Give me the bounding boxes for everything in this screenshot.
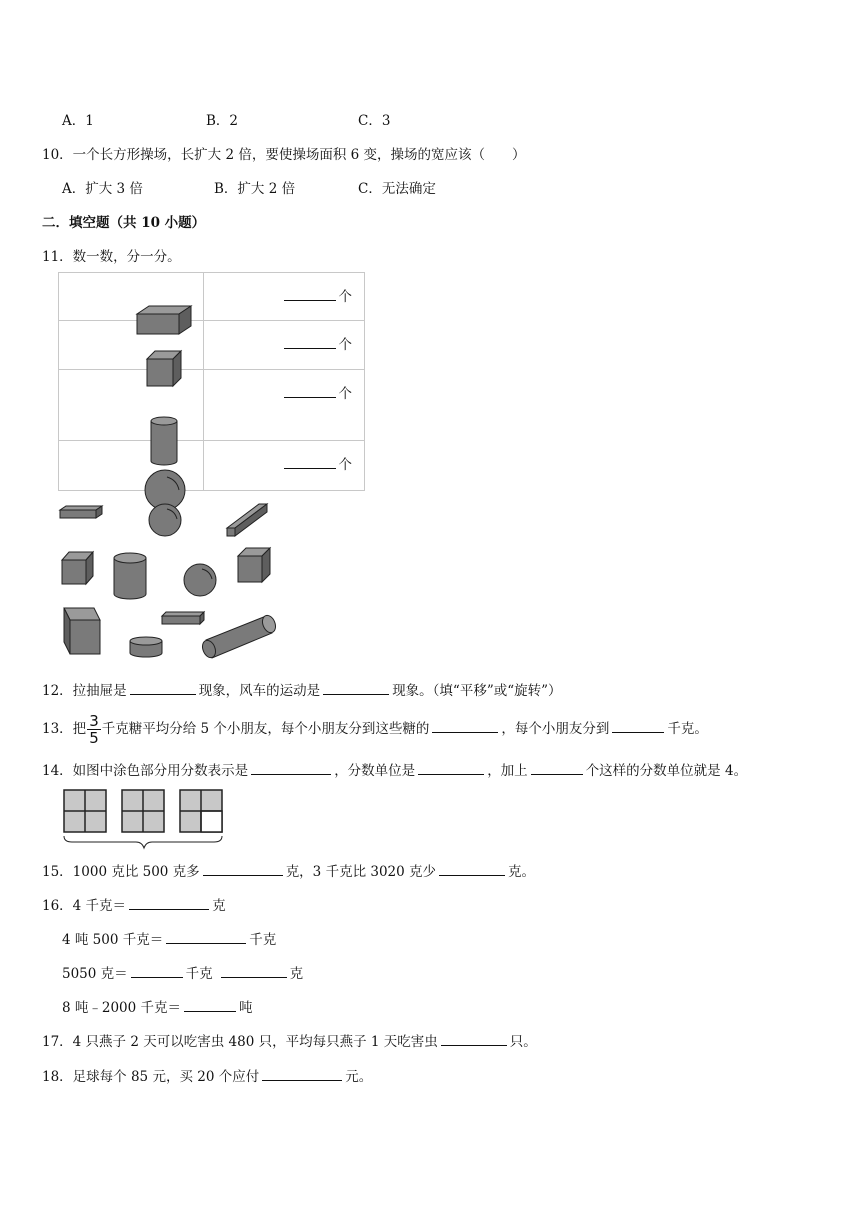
answer-blank[interactable]	[432, 719, 498, 733]
answer-blank[interactable]	[441, 1032, 507, 1046]
square-full	[64, 790, 106, 832]
cube-icon	[62, 552, 93, 584]
question-text: 个这样的分数单位就是 4。	[585, 763, 748, 779]
answer-blank[interactable]	[130, 681, 196, 695]
question-text: 18．足球每个 85 元，买 20 个应付	[42, 1069, 260, 1085]
option-a[interactable]: A．扩大 3 倍	[62, 181, 143, 197]
question-text: 17．4 只燕子 2 天可以吃害虫 480 只，平均每只燕子 1 天吃害虫	[42, 1034, 438, 1050]
answer-cell[interactable]	[204, 273, 365, 321]
question-15	[42, 862, 535, 881]
option-b[interactable]: B．扩大 2 倍	[214, 181, 296, 197]
cuboid-cell	[59, 273, 204, 321]
section-title: 二．填空题（共 10 小题）	[42, 215, 206, 231]
question-text: 16．4 千克＝	[42, 898, 127, 914]
cuboid-icon	[227, 504, 267, 536]
table-row	[59, 273, 365, 321]
question-text: 8 吨﹣2000 千克＝	[62, 1000, 182, 1016]
cuboid-icon	[64, 608, 100, 654]
option-c[interactable]: C．无法确定	[358, 181, 436, 197]
table-row	[59, 441, 365, 491]
cuboid-icon	[162, 612, 204, 624]
question-13	[42, 712, 708, 746]
question-text: 15．1000 克比 500 克多	[42, 864, 200, 880]
fraction-squares-picture	[60, 788, 230, 854]
question-text: 4 吨 500 千克＝	[62, 932, 164, 948]
question-text: 14．如图中涂色部分用分数表示是	[42, 763, 249, 779]
question-text: 千克	[249, 932, 277, 948]
option-a[interactable]: A．1	[62, 113, 94, 129]
option-c[interactable]: C．3	[358, 113, 391, 129]
cube-icon	[238, 548, 270, 582]
question-14	[42, 761, 747, 780]
answer-blank[interactable]	[284, 455, 336, 469]
cylinder-icon	[200, 613, 278, 659]
question-18	[42, 1067, 372, 1086]
cylinder-cell	[59, 370, 204, 441]
answer-blank[interactable]	[439, 862, 505, 876]
fraction	[87, 713, 101, 746]
answer-blank[interactable]	[323, 681, 389, 695]
answer-blank[interactable]	[184, 998, 236, 1012]
answer-blank[interactable]	[531, 761, 583, 775]
answer-cell[interactable]	[204, 441, 365, 491]
table-row	[59, 370, 365, 441]
cube-cell	[59, 321, 204, 370]
question-text: 克，3 千克比 3020 克少	[285, 864, 437, 880]
answer-blank[interactable]	[251, 761, 331, 775]
question-12	[42, 681, 562, 700]
answer-blank[interactable]	[612, 719, 664, 733]
question-text: ，加上	[487, 763, 528, 779]
sphere-icon	[184, 564, 216, 596]
answer-blank[interactable]	[129, 896, 209, 910]
question-text: 克	[289, 966, 304, 982]
numerator: 3	[89, 712, 99, 730]
question-text: 只。	[509, 1034, 537, 1050]
answer-blank[interactable]	[166, 930, 246, 944]
denominator: 5	[89, 729, 99, 747]
question-16-line	[62, 930, 276, 949]
question-16-line	[62, 998, 253, 1017]
answer-blank[interactable]	[418, 761, 484, 775]
question-16-line	[62, 964, 303, 983]
solids-picture	[56, 498, 296, 668]
square-partial	[180, 790, 222, 832]
question-text: 千克。	[667, 721, 708, 737]
answer-cell[interactable]	[204, 321, 365, 370]
sphere-cell	[59, 441, 204, 491]
cylinder-icon	[130, 637, 162, 657]
question-text: 克。	[508, 864, 536, 880]
unit-label: 个	[338, 386, 352, 402]
sphere-icon	[149, 504, 181, 536]
question-text: 现象。（填“平移”或“旋转”）	[392, 683, 562, 699]
answer-blank[interactable]	[262, 1067, 342, 1081]
answer-blank[interactable]	[131, 964, 183, 978]
answer-blank[interactable]	[221, 964, 287, 978]
question-text: 千克糖平均分给 5 个小朋友，每个小朋友分到这些糖的	[101, 721, 430, 737]
question-16	[42, 896, 226, 915]
answer-blank[interactable]	[284, 287, 336, 301]
cylinder-icon	[114, 553, 146, 599]
question-17	[42, 1032, 537, 1051]
question-text: 12．拉抽屉是	[42, 683, 127, 699]
question-text: 元。	[345, 1069, 373, 1085]
question-text: ，分数单位是	[334, 763, 416, 779]
answer-cell[interactable]	[204, 370, 365, 441]
answer-blank[interactable]	[284, 335, 336, 349]
question-10: 10．一个长方形操场，长扩大 2 倍，要使操场面积 6 变，操场的宽应该（ ）	[42, 147, 526, 163]
unit-label: 个	[338, 457, 352, 473]
table-row	[59, 321, 365, 370]
cuboid-icon	[60, 506, 102, 518]
question-text: 克	[212, 898, 226, 914]
question-text: 现象，风车的运动是	[198, 683, 321, 699]
question-text: 13．把	[42, 721, 87, 737]
brace-icon	[64, 836, 222, 848]
question-11: 11．数一数，分一分。	[42, 249, 181, 265]
question-text: 5050 克＝	[62, 966, 128, 982]
answer-blank[interactable]	[203, 862, 283, 876]
question-text: 吨	[239, 1000, 253, 1016]
unit-label: 个	[338, 337, 352, 353]
unit-label: 个	[338, 289, 352, 305]
count-table	[58, 272, 365, 491]
square-full	[122, 790, 164, 832]
option-b[interactable]: B．2	[206, 113, 239, 129]
question-text: 千克	[185, 966, 213, 982]
question-text: ，每个小朋友分到	[501, 721, 610, 737]
answer-blank[interactable]	[284, 384, 336, 398]
